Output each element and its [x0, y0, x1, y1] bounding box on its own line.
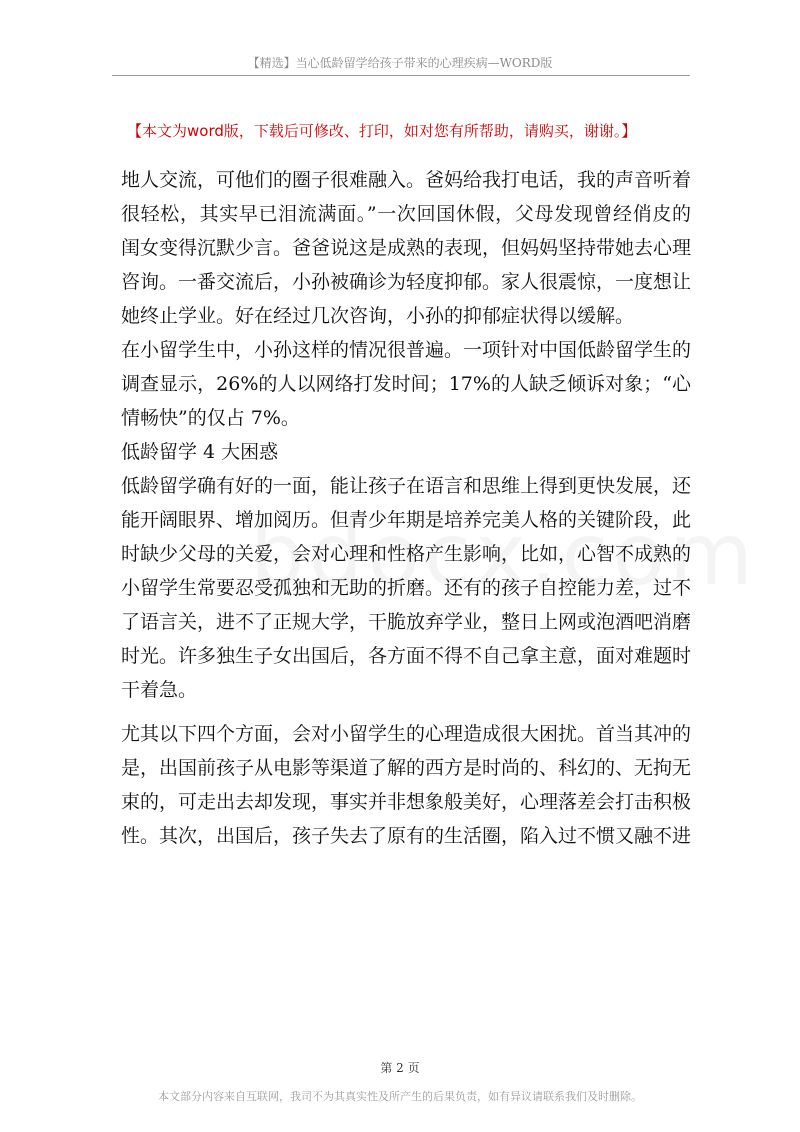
purchase-notice: 【本文为word版，下载后可修改、打印，如对您有所帮助，请购买，谢谢。】 — [127, 122, 637, 140]
page-header-title: 【精选】当心低龄留学给孩子带来的心理疾病—WORD版 — [247, 56, 553, 70]
paragraph-3: 低龄留学确有好的一面，能让孩子在语言和思维上得到更快发展，还能开阔眼界、增加阅历。但青少年期是培养完美人格的关键阶段，此时缺少父母的关爱，会对心理和性格产生影响，比如，心智不成熟的小留学生常要忍受孤独和无助的折磨。还有的孩子自控能力差，过不了语言关，进不了正规大学，干脆放弃学业，整日上网或泡酒吧消磨时光。许多独生子女出国后，各方面不得不自己拿主意，面对难题时干着急。 — [121, 475, 692, 701]
header-divider — [112, 75, 690, 76]
paragraph-2: 在小留学生中，小孙这样的情况很普遍。一项针对中国低龄留学生的调查显示，26%的人以网络打发时间；17%的人缺乏倾诉对象；“心情畅快”的仅占 7%。 — [121, 339, 692, 429]
page-number: 第 2 页 — [380, 1061, 420, 1075]
paragraph-4: 尤其以下四个方面，会对小留学生的心理造成很大困扰。首当其冲的是，出国前孩子从电影等渠道了解的西方是时尚的、科幻的、无拘无束的，可走出去却发现，事实并非想象般美好，心理落差会打击积极性。其次，出国后，孩子失去了原有的生活圈，陷入过不惯又融不进 — [121, 723, 692, 847]
section-heading: 低龄留学 4 大困惑 — [121, 441, 279, 463]
paragraph-1: 地人交流，可他们的圈子很难融入。爸妈给我打电话，我的声音听着很轻松，其实早已泪流满面。”一次回国休假，父母发现曾经俏皮的闺女变得沉默少言。爸爸说这是成熟的表现，但妈妈坚持带她去心理咨询。一番交流后，小孙被确诊为轻度抑郁。家人很震惊，一度想让她终止学业。好在经过几次咨询，小孙的抑郁症状得以缓解。 — [121, 169, 692, 327]
footer-disclaimer: 本文部分内容来自互联网，我司不为其真实性及所产生的后果负责，如有异议请联系我们及时删除。 — [158, 1090, 642, 1103]
article-body — [121, 163, 691, 853]
